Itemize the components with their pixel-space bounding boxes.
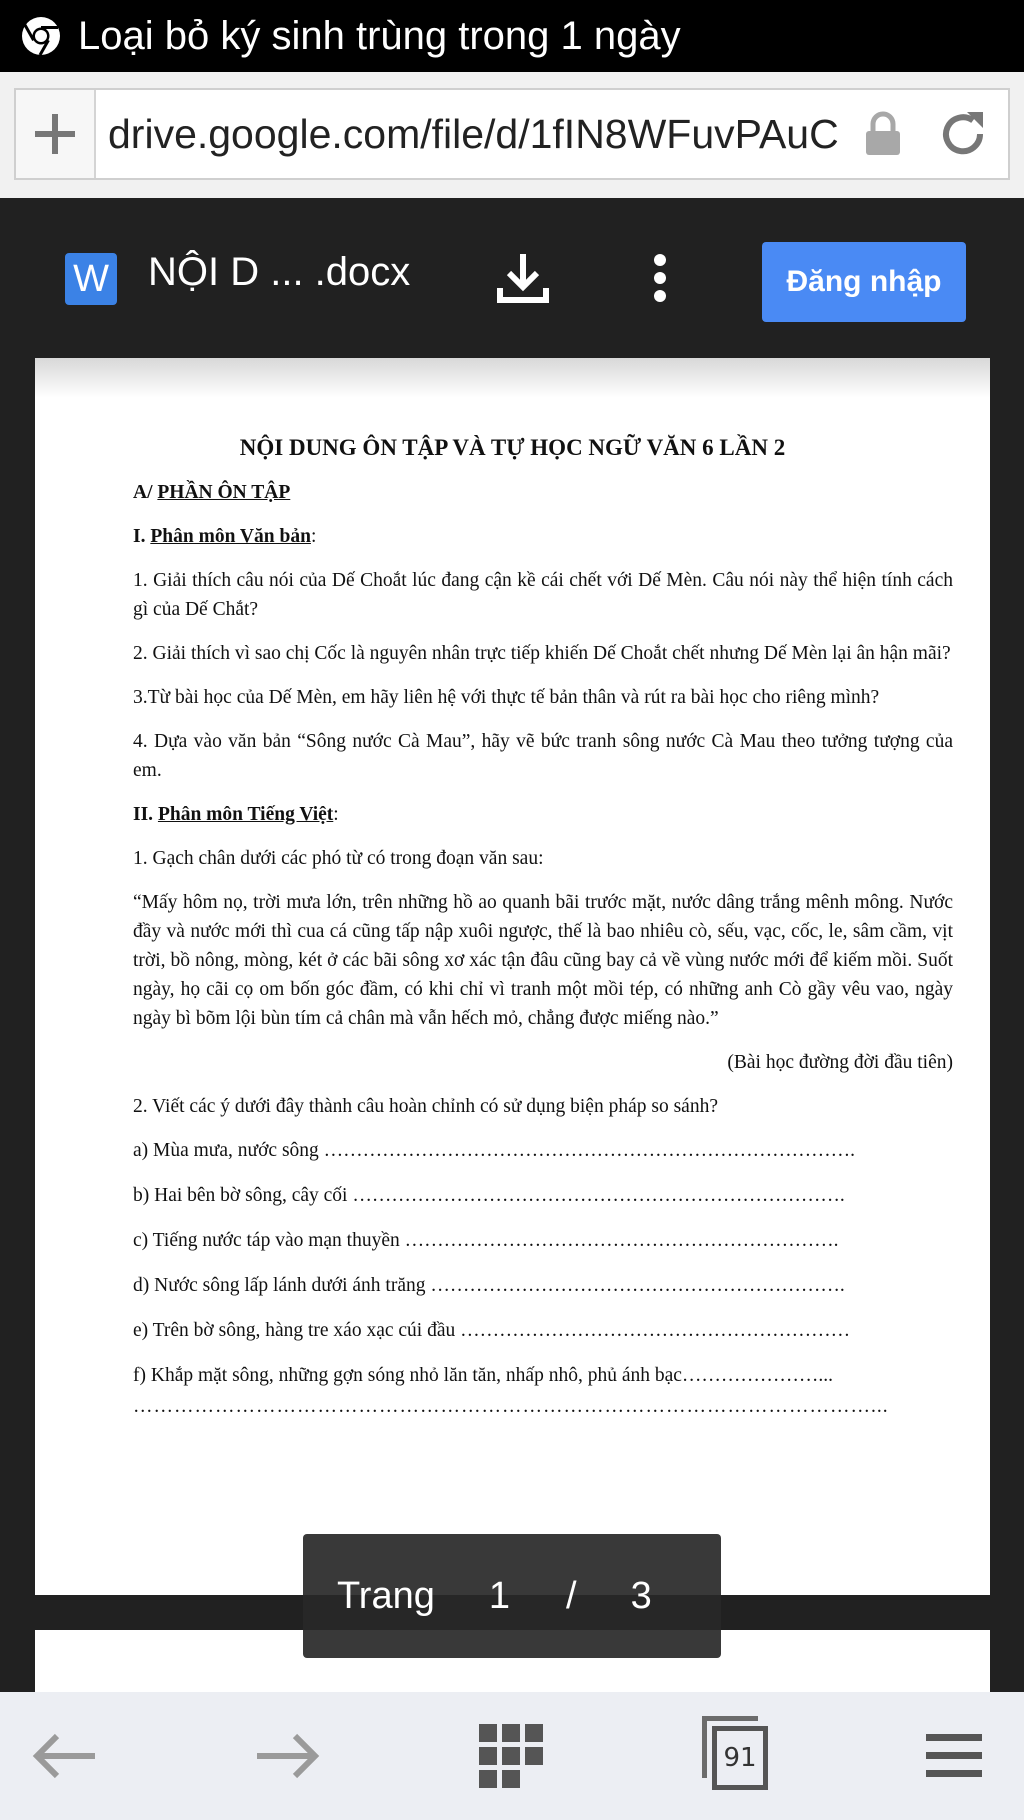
total-pages: 3 (630, 1574, 652, 1617)
chrome-icon (20, 15, 62, 57)
page-separator: / (566, 1574, 577, 1617)
word-doc-icon: W (65, 253, 117, 305)
fill-item-b: b) Hai bên bờ sông, cây cối …………………………………………………………………. (133, 1185, 845, 1206)
document-body (133, 478, 953, 1436)
tv-question-1: 1. Gạch chân dưới các phó từ có trong đoạn văn sau: (133, 848, 544, 869)
question-4: 4. Dựa vào văn bản “Sông nước Cà Mau”, hãy vẽ bức tranh sông nước Cà Mau theo tưởng tượng của em. (133, 731, 953, 781)
new-tab-button[interactable] (16, 90, 96, 178)
fill-item-d: d) Nước sông lấp lánh dưới ánh trăng ………………………………………………………. (133, 1275, 845, 1296)
document-viewer[interactable] (0, 358, 1024, 1692)
grid-icon (479, 1724, 543, 1788)
passage: “Mấy hôm nọ, trời mưa lớn, trên những hồ ao quanh bãi trước mặt, nước dâng trắng mênh mông. Nước đầy và nước mới thì cua cá cũng tấp nập xuôi ngược, thế là bao nhiêu cò, sếu, vạc, cốc, le, sâm cầm, vịt trời, bồ nông, mòng, két ở các bãi sông xơ xác tận đâu cũng bay cả về vùng nước mới để kiếm mồi. Suốt ngày, họ cãi cọ om bốn góc đầm, có khi chỉ vì tranh một mồi tép, có những anh Cò gầy vêu vao, ngày ngày bì bõm lội bùn tím cả chân mà vẫn hếch mỏ, chẳng được miếng nào.” (133, 892, 953, 1029)
reload-button[interactable] (918, 90, 1008, 178)
question-1: 1. Giải thích câu nói của Dế Choắt lúc đang cận kề cái chết với Dế Mèn. Câu nói này thể hiện tính cách gì của Dế Chắt? (133, 570, 953, 620)
document-page-1 (35, 358, 990, 1595)
tab-switcher-button[interactable] (702, 1716, 768, 1790)
section-1-heading: I. Phân môn Văn bản: (133, 526, 317, 547)
hamburger-menu-icon (926, 1734, 982, 1778)
menu-button[interactable] (922, 1692, 986, 1820)
current-page: 1 (488, 1574, 510, 1617)
bottom-toolbar (0, 1692, 1024, 1820)
title-bar (0, 0, 1024, 72)
file-name: NỘI D ... .docx (148, 250, 411, 294)
plus-icon (33, 112, 77, 156)
page-indicator (303, 1534, 721, 1658)
fill-item-e: e) Trên bờ sông, hàng tre xáo xạc cúi đầu …………………………………………………… (133, 1320, 851, 1341)
section-a-heading: A/ PHẦN ÔN TẬP (133, 482, 291, 503)
page-title: Loại bỏ ký sinh trùng trong 1 ngày (78, 13, 681, 58)
url-text[interactable]: drive.google.com/file/d/1fIN8WFuvPAuC (108, 110, 839, 157)
fill-item-c: c) Tiếng nước táp vào mạn thuyền …………………………………………………………. (133, 1230, 839, 1251)
tab-count: 91 (712, 1726, 768, 1790)
passage-source: (Bài học đường đời đầu tiên) (727, 1052, 953, 1073)
signin-button[interactable]: Đăng nhập (762, 242, 966, 322)
fill-item-a: a) Mùa mưa, nước sông ………………………………………………………………………. (133, 1140, 856, 1161)
apps-grid-button[interactable] (476, 1692, 546, 1820)
drive-header (0, 198, 1024, 358)
reload-icon (937, 108, 989, 160)
lock-icon[interactable] (848, 90, 918, 178)
url-bar[interactable] (14, 88, 1010, 180)
fill-item-f: f) Khắp mặt sông, những gợn sóng nhỏ lăn tăn, nhấp nhô, phủ ánh bạc…………………... (133, 1365, 834, 1386)
page-label: Trang (337, 1574, 435, 1617)
document-title: NỘI DUNG ÔN TẬP VÀ TỰ HỌC NGỮ VĂN 6 LẦN 2 (239, 435, 786, 460)
back-button[interactable] (24, 1692, 104, 1820)
forward-button[interactable] (248, 1692, 328, 1820)
question-3: 3.Từ bài học của Dế Mèn, em hãy liên hệ với thực tế bản thân và rút ra bài học cho riêng mình? (133, 687, 880, 708)
url-bar-area (0, 72, 1024, 198)
arrow-left-icon (29, 1731, 99, 1781)
more-options-icon[interactable] (640, 248, 680, 308)
arrow-right-icon (253, 1731, 323, 1781)
question-2: 2. Giải thích vì sao chị Cốc là nguyên nhân trực tiếp khiến Dế Choắt chết nhưng Dế Mèn lại ân hận mãi? (133, 643, 951, 664)
tv-question-2: 2. Viết các ý dưới đây thành câu hoàn chỉnh có sử dụng biện pháp so sánh? (133, 1096, 718, 1117)
download-icon[interactable] (495, 248, 551, 308)
dotted-line: ………………………………………………………………………………………………... (133, 1396, 889, 1417)
section-2-heading: II. Phân môn Tiếng Việt: (133, 804, 339, 825)
